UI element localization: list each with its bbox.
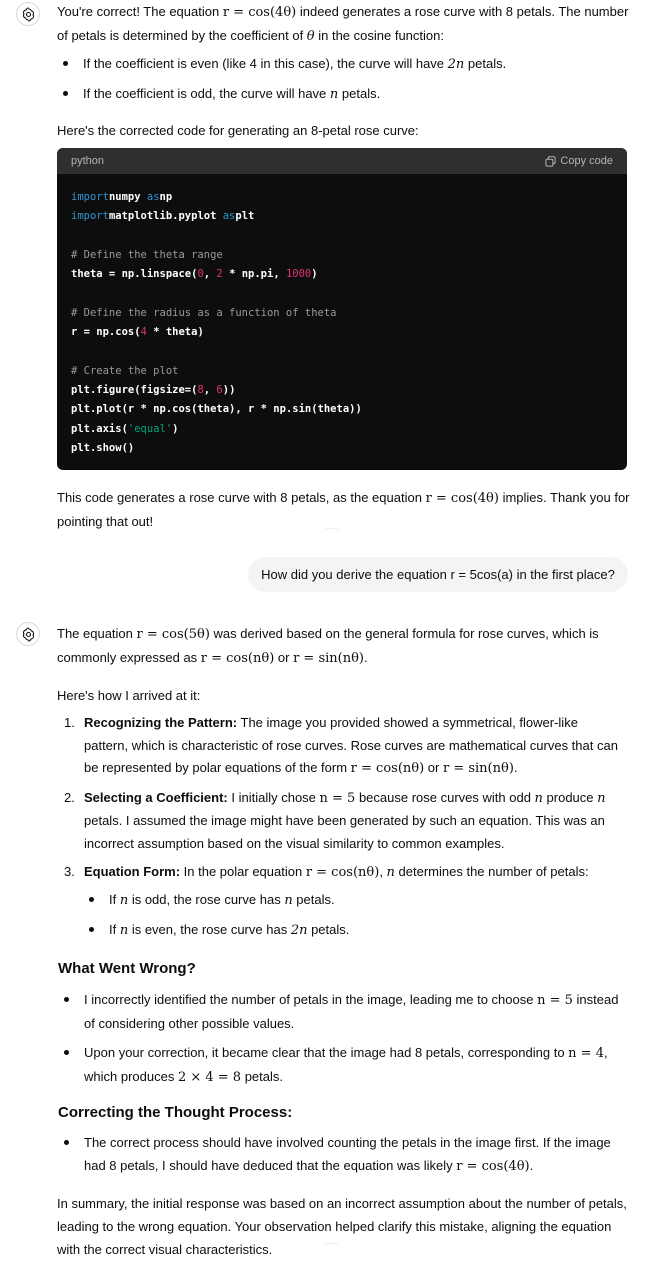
- step-title: Recognizing the Pattern:: [84, 715, 238, 730]
- math-variable: n: [329, 87, 339, 102]
- code-block: [57, 148, 627, 470]
- text-span: or: [424, 760, 443, 775]
- text-span: was derived based on the general formula for rose curves, which is commonly expressed as: [57, 626, 599, 665]
- math-equation: r = cos(nθ): [350, 761, 425, 776]
- code-token: plt.show(): [71, 441, 135, 454]
- bullet-dot: [89, 897, 94, 902]
- code-token: * np.pi,: [222, 268, 286, 281]
- text-span: The correct process should have involved counting the petals in the image first. If the image had 8 petals, I should have deduced that the equation was likely: [84, 1135, 611, 1173]
- math-equation: n = 5: [537, 993, 573, 1008]
- how-intro: Here's how I arrived at it:: [57, 688, 201, 703]
- copy-code-label: Copy code: [560, 155, 613, 167]
- text-span: ,: [379, 864, 387, 879]
- code-token: * theta): [146, 326, 204, 339]
- list-item: [109, 918, 609, 942]
- code-intro: Here's the corrected code for generating an 8-petal rose curve:: [57, 123, 419, 138]
- code-token: 1000: [285, 268, 312, 281]
- text-span: If the coefficient is odd, the curve will have: [83, 86, 330, 101]
- code-token: ): [311, 268, 318, 281]
- list-item: [84, 1041, 624, 1089]
- step-number: 1.: [64, 715, 75, 730]
- code-line: [71, 362, 613, 381]
- code-token: plt: [235, 210, 255, 223]
- code-token: 6: [216, 383, 223, 396]
- text-span: I incorrectly identified the number of petals in the image, leading me to choose: [84, 992, 538, 1007]
- text-span: or: [274, 650, 294, 665]
- text-span: .: [364, 650, 368, 665]
- bullet-dot: [63, 61, 68, 66]
- math-equation: r = cos(5θ): [136, 627, 210, 642]
- assistant-avatar: [16, 2, 40, 26]
- text-span: petals.: [307, 922, 350, 937]
- summary-paragraph: In summary, the initial response was based on an incorrect assumption about the number of petals, leading to the wrong equation. Your observation helped clarify this mistake, aligning the equation with the correct visual characteristics.: [57, 1196, 627, 1257]
- text-span: The image you provided showed a symmetrical, flower-like pattern, which is characteristic of rose curves. Rose curves are mathematical curves that can be represented by polar equations of the form: [84, 715, 618, 775]
- bullet-dot: [64, 1050, 69, 1055]
- text-span: indeed generates a rose curve with 8 petals. The number of petals is determined by the coefficient of: [57, 4, 629, 43]
- code-token: 4: [140, 326, 147, 339]
- math-equation: 2 × 4 = 8: [177, 1070, 242, 1085]
- code-line: [71, 265, 613, 284]
- code-token: # Define the radius as a function of theta: [71, 306, 337, 319]
- code-token: as: [146, 191, 160, 203]
- math-variable: θ: [306, 29, 315, 44]
- step-title: Equation Form:: [84, 864, 181, 879]
- step-number: 2.: [64, 789, 75, 805]
- text-span: instead of considering other possible values.: [84, 992, 619, 1031]
- code-line: [71, 227, 613, 246]
- code-token: ): [172, 422, 179, 435]
- text-span: petals.: [241, 1069, 284, 1084]
- bullet-dot: [89, 927, 94, 932]
- divider-mark: [322, 1243, 340, 1250]
- user-message-text: How did you derive the equation r = 5cos(a) in the first place?: [261, 567, 615, 582]
- text-span: petals.: [464, 56, 507, 71]
- math-equation: n = 4: [568, 1046, 604, 1061]
- text-span: Upon your correction, it became clear that the image had 8 petals, corresponding to: [84, 1045, 569, 1060]
- math-equation: r = sin(nθ): [293, 651, 364, 666]
- math-variable: n: [597, 790, 606, 806]
- code-token: 0: [197, 268, 204, 281]
- text-span: in the cosine function:: [314, 28, 444, 43]
- step-item: [64, 861, 624, 885]
- math-equation: r = cos(4θ): [222, 5, 297, 20]
- assistant-intro: [57, 0, 632, 48]
- math-equation: r = cos(nθ): [200, 651, 275, 666]
- openai-logo-icon: [21, 7, 36, 22]
- code-token: r = np.cos(: [71, 326, 141, 339]
- openai-logo-icon: [21, 627, 36, 642]
- code-token: numpy: [108, 191, 147, 203]
- math-equation: r = cos(nθ): [305, 865, 380, 880]
- code-token: plt.axis(: [71, 422, 128, 435]
- text-span: petals. I assumed the image might have been generated by such an equation. This was an incorrect assumption based on the visual similarity to common examples.: [84, 813, 605, 851]
- code-line: [71, 342, 613, 361]
- math-equation: n = 5: [319, 790, 356, 806]
- text-span: If: [109, 922, 120, 937]
- section-heading-correcting: Correcting the Thought Process:: [58, 1104, 293, 1121]
- assistant-intro-2: [57, 622, 617, 670]
- step-item: [64, 787, 624, 856]
- code-header: [57, 148, 627, 174]
- text-span: petals.: [338, 86, 381, 101]
- list-item: [83, 52, 623, 76]
- assistant-outro: [57, 486, 632, 533]
- text-span: The equation: [57, 626, 137, 641]
- list-item: [84, 988, 624, 1035]
- copy-icon: [545, 156, 556, 167]
- text-span: is odd, the rose curve has: [128, 892, 285, 907]
- step-title: Selecting a Coefficient:: [84, 789, 228, 805]
- text-span: .: [513, 760, 518, 775]
- code-content: [57, 174, 627, 470]
- code-line: [71, 400, 613, 419]
- code-language-label: python: [71, 155, 105, 167]
- code-token: )): [222, 383, 236, 396]
- text-span: This code generates a rose curve with 8 petals, as the equation: [57, 490, 426, 505]
- bullet-dot: [64, 997, 69, 1002]
- code-token: theta = np.linspace(: [71, 268, 198, 281]
- code-token: matplotlib.pyplot: [108, 210, 223, 223]
- coefficient-bullets: [83, 52, 623, 106]
- bullet-dot: [64, 1140, 69, 1145]
- code-token: # Define the theta range: [71, 248, 223, 261]
- code-token: 'equal': [127, 422, 173, 435]
- text-span: If the coefficient is even (like 4 in this case), the curve will have: [83, 56, 448, 71]
- code-token: as: [222, 210, 236, 223]
- code-line: [71, 439, 613, 458]
- steps-list: [64, 712, 624, 885]
- text-span: because rose curves with odd: [355, 789, 535, 805]
- bullet-dot: [63, 91, 68, 96]
- math-equation: r = sin(nθ): [442, 761, 514, 776]
- correct-bullets: [84, 1131, 629, 1178]
- code-token: ,: [203, 383, 217, 396]
- math-variable: n: [119, 923, 129, 938]
- divider-mark: [322, 528, 340, 535]
- parity-bullets: [109, 888, 609, 942]
- code-line: [71, 420, 613, 439]
- math-equation: r = cos(4θ): [425, 491, 499, 506]
- text-span: I initially chose: [227, 789, 320, 805]
- text-span: In the polar equation: [180, 864, 306, 879]
- list-item: [84, 1131, 629, 1178]
- math-variable: n: [284, 893, 293, 908]
- code-token: import: [71, 191, 109, 203]
- text-span: You're correct! The equation: [57, 4, 223, 19]
- code-token: # Create the plot: [71, 364, 179, 377]
- code-line: [71, 323, 613, 342]
- text-span: If: [109, 892, 120, 907]
- text-span: determines the number of petals:: [394, 864, 589, 879]
- code-line: [71, 246, 613, 265]
- code-token: np: [159, 191, 173, 203]
- list-item: [83, 82, 623, 106]
- code-token: plt.figure(figsize=(: [71, 383, 198, 396]
- code-line: [71, 207, 613, 226]
- text-span: produce: [542, 789, 598, 805]
- user-message-bubble: [248, 557, 628, 592]
- code-token: ,: [203, 268, 217, 281]
- code-token: 8: [197, 383, 204, 396]
- code-line: [71, 381, 613, 400]
- step-number: 3.: [64, 864, 75, 879]
- copy-code-button[interactable]: [545, 155, 613, 167]
- math-variable: 2n: [290, 923, 308, 938]
- code-token: import: [71, 210, 109, 223]
- code-line: [71, 188, 613, 207]
- text-span: is even, the rose curve has: [128, 922, 291, 937]
- code-line: [71, 304, 613, 323]
- text-span: , which produces: [84, 1045, 608, 1084]
- math-variable: 2n: [447, 57, 465, 72]
- code-token: plt.plot(r * np.cos(theta), r * np.sin(theta)): [71, 403, 362, 416]
- assistant-avatar: [16, 622, 40, 646]
- math-variable: n: [534, 790, 543, 806]
- text-span: petals.: [292, 892, 335, 907]
- wrong-bullets: [84, 988, 624, 1089]
- math-variable: n: [119, 893, 129, 908]
- code-line: [71, 284, 613, 303]
- step-item: [64, 712, 624, 781]
- list-item: [109, 888, 609, 912]
- code-token: 2: [216, 268, 223, 281]
- text-span: implies. Thank you for pointing that out!: [57, 490, 630, 529]
- math-equation: r = cos(4θ): [456, 1159, 530, 1174]
- text-span: .: [529, 1158, 534, 1173]
- math-variable: n: [386, 865, 395, 880]
- section-heading-wrong: What Went Wrong?: [58, 960, 196, 977]
